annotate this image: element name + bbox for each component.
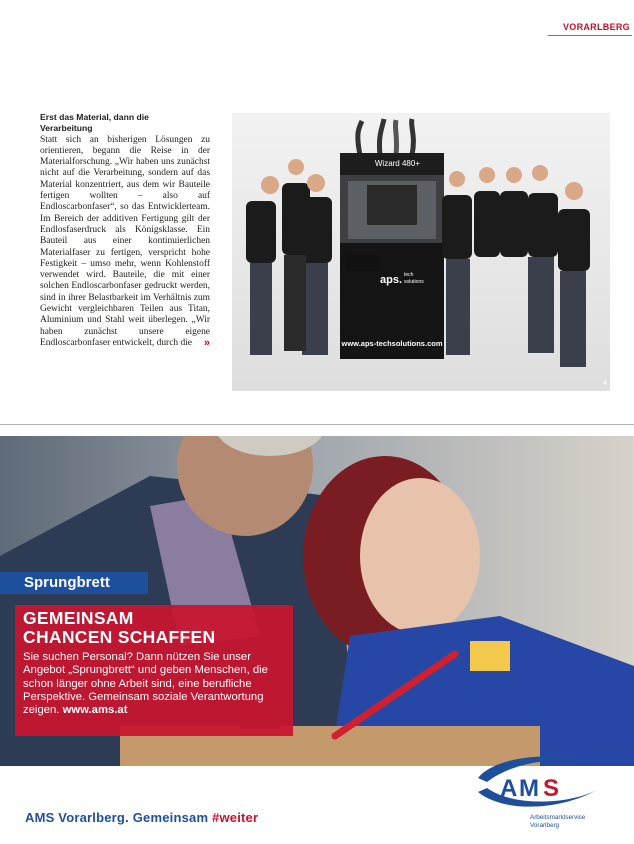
ad-badge-sprungbrett: Sprungbrett bbox=[0, 572, 148, 594]
article-subhead-line1: Erst das Material, dann die bbox=[40, 112, 149, 122]
aps-website: www.aps-techsolutions.com bbox=[341, 339, 443, 348]
section-label: VORARLBERG bbox=[562, 22, 630, 32]
ams-advertisement bbox=[0, 436, 634, 766]
continue-arrow-icon: » bbox=[203, 336, 210, 349]
page-divider bbox=[0, 424, 634, 425]
ad-copy bbox=[23, 651, 285, 717]
aps-logo-solutions: solutions bbox=[404, 279, 424, 285]
ad-copy-text: Sie suchen Personal? Dann nützen Sie unser Angebot „Sprungbrett“ und geben Menschen, die schon länger ohne Arbeit sind, eine berufliche Perspektive. Gemeinsam soziale Verantwortung zeigen. bbox=[23, 651, 268, 717]
ams-logo-letter-s: S bbox=[543, 775, 560, 802]
ad-headline-line1: GEMEINSAM bbox=[23, 608, 134, 628]
article-column bbox=[40, 112, 210, 349]
ams-logo-subtitle-line1: Arbeitsmarktservice bbox=[530, 814, 586, 821]
team-photo bbox=[232, 113, 610, 391]
ams-slogan-hashtag: #weiter bbox=[212, 810, 259, 825]
ams-logo-letter-m: M bbox=[519, 775, 539, 802]
article-body bbox=[40, 135, 210, 350]
figure-number: 4 bbox=[603, 380, 607, 387]
ad-url-link[interactable]: www.ams.at bbox=[62, 704, 128, 717]
printer-model-label: Wizard 480+ bbox=[374, 159, 420, 168]
ams-slogan bbox=[25, 810, 258, 825]
ad-message-box bbox=[15, 605, 293, 736]
ad-headline-line2: CHANCEN SCHAFFEN bbox=[23, 627, 216, 647]
ams-slogan-text: AMS Vorarlberg. Gemeinsam bbox=[25, 810, 209, 825]
aps-logo-mark: aps. bbox=[379, 274, 402, 286]
ams-logo-subtitle-line2: Vorarlberg bbox=[530, 821, 560, 829]
team-photo-illustration bbox=[232, 113, 610, 391]
article-body-text: Statt sich an bisherigen Lösungen zu orientieren, begann die Reise in der Materialforschung. „Wir haben uns zunächst nicht auf die Verarbeitung, sondern auf das Material konzentriert, aus dem wir Bauteile fertigen wollten – also auf Endloscarbonfaser“, so das Entwicklerteam. Im Bereich der additiven Fertigung gilt der Endlosfaserdruck als Königsklasse. Ein Bauteil aus einer kontinuierlichen Materialfaser zu fertigen, verspricht hohe Festigkeit – umso mehr, wenn Kohlenstoff verwendet wird. Bauteile, die mit einer solchen Endloscarbonfaser gedruckt werden, sind in ihrer Belastbarkeit im Verhältnis zum Gewicht vergleichbaren Teilen aus Titan, Aluminium und Stahl weit überlegen. „Wir haben zunächst unsere eigene Endloscarbonfaser entwickelt, durch die bbox=[40, 134, 210, 348]
article-subhead bbox=[40, 112, 210, 135]
section-rule bbox=[548, 35, 632, 36]
ams-logo-subtitle bbox=[530, 814, 585, 829]
ams-logo-letter-a: A bbox=[500, 775, 518, 802]
aps-logo-tech: tech bbox=[404, 272, 414, 278]
article-subhead-line2: Verarbeitung bbox=[40, 123, 93, 134]
